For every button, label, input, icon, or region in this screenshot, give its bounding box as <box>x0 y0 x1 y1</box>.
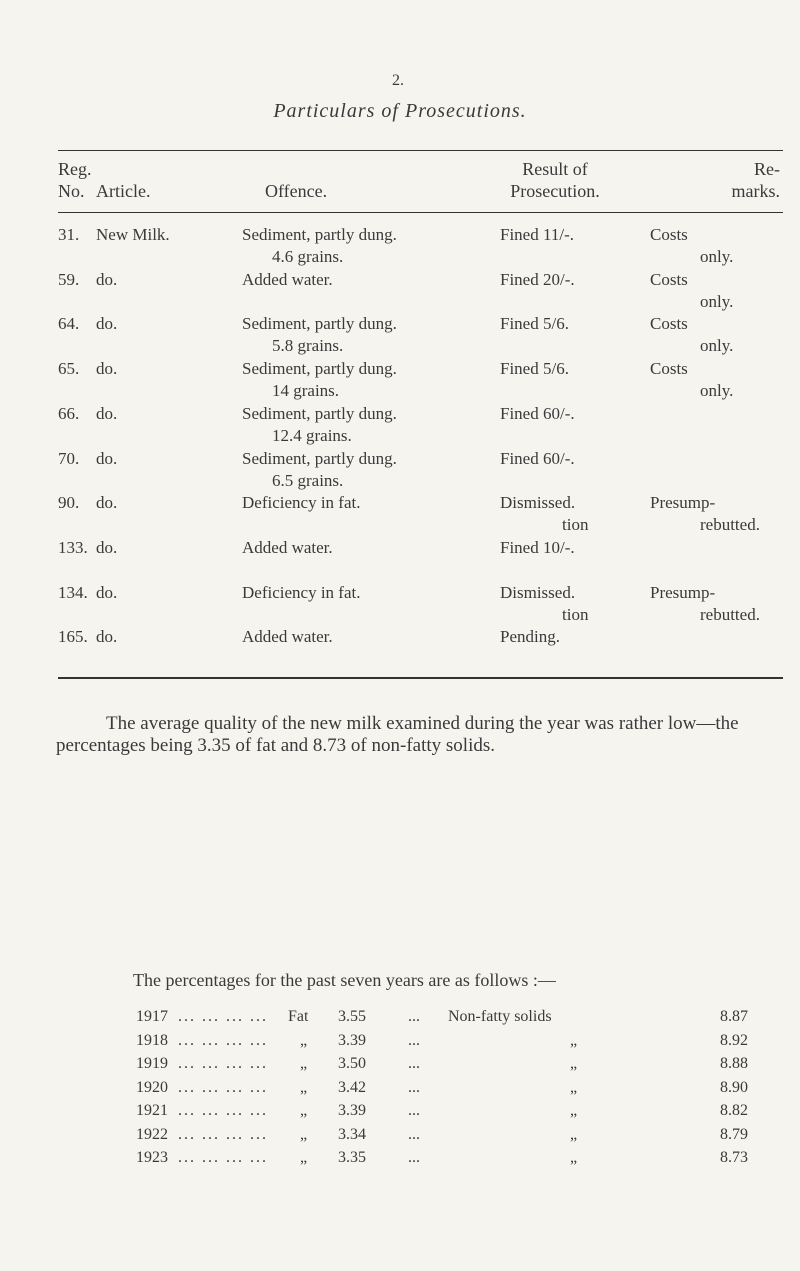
table-cell-no: 165. <box>58 627 88 647</box>
table-cell-article: do. <box>96 269 118 289</box>
table-cell-offence-2: 4.6 grains. <box>272 247 344 266</box>
table-cell-result-1: Dismissed. <box>500 493 576 513</box>
table-cell-offence-1: Added water. <box>242 537 333 557</box>
table-cell-article: do. <box>96 314 118 334</box>
header-article: Article. <box>96 181 151 201</box>
table-cell-remarks-1: Costs <box>650 314 688 334</box>
year-sep: ... <box>408 1031 420 1049</box>
table-cell-remarks-2: rebutted. <box>700 515 760 535</box>
table-cell-remarks-2: only. <box>700 291 734 311</box>
table-cell-result-1: Fined 60/-. <box>500 403 575 423</box>
table-cell-remarks-1: Presump- <box>650 582 716 602</box>
table-cell-offence-2: 6.5 grains. <box>272 470 344 490</box>
table-cell-remarks-1: Costs <box>650 269 688 289</box>
table-cell-remarks-1: Costs <box>650 359 688 379</box>
table-cell-result-1: Fined 20/-. <box>500 269 575 289</box>
table-cell-no: 59. <box>58 269 80 289</box>
table-cell-offence-2: 14 grains. <box>272 381 340 401</box>
year-fat: 3.42 <box>338 1078 366 1096</box>
table-cell-offence-1: Sediment, partly dung. <box>242 314 397 334</box>
year-nf-label: „ <box>570 1078 578 1096</box>
table-cell-result-1: Dismissed. <box>500 582 576 602</box>
year-fat-label: „ <box>300 1055 308 1072</box>
year-nf: 8.73 <box>720 1149 748 1166</box>
table-cell-no: 90. <box>58 493 80 513</box>
year-year: 1917 <box>136 1008 168 1025</box>
year-nf-label: „ <box>570 1055 578 1072</box>
table-cell-remarks-2: only. <box>700 247 734 266</box>
year-fat-label: „ <box>300 1149 308 1166</box>
year-year: 1923 <box>136 1149 168 1166</box>
table-cell-article: do. <box>96 582 118 602</box>
year-dots: ... ... ... ... <box>178 1102 268 1119</box>
table-cell-result-1: Fined 11/-. <box>500 225 574 244</box>
year-dots: ... ... ... ... <box>178 1055 268 1072</box>
table-cell-remarks-2: only. <box>700 336 734 356</box>
year-nf: 8.82 <box>720 1102 748 1119</box>
year-fat: 3.50 <box>338 1055 366 1072</box>
year-dots: ... ... ... ... <box>178 1031 268 1049</box>
table-cell-no: 66. <box>58 403 80 423</box>
year-nf: 8.92 <box>720 1031 748 1049</box>
year-fat-label: „ <box>300 1078 308 1096</box>
year-year: 1921 <box>136 1102 168 1119</box>
summary-paragraph: The average quality of the new milk examined during the year was rather low—the percentages being 3.35 of fat and 8.73 of non-fatty solids. <box>56 713 739 756</box>
table-cell-offence-1: Sediment, partly dung. <box>242 448 397 468</box>
table-cell-article: do. <box>96 537 118 557</box>
year-sep: ... <box>408 1149 420 1166</box>
header-result: Result of Prosecution. <box>510 159 600 201</box>
table-cell-result-1: Pending. <box>500 627 560 647</box>
year-nf-label: „ <box>570 1031 578 1049</box>
table-cell-remarks-2: only. <box>700 381 734 401</box>
year-nf-label: „ <box>570 1102 578 1119</box>
table-cell-article: do. <box>96 448 118 468</box>
table-cell-offence-1: Deficiency in fat. <box>242 493 361 513</box>
year-dots: ... ... ... ... <box>178 1149 268 1166</box>
table-header-rule <box>58 212 783 213</box>
page-number: 2. <box>392 72 404 89</box>
year-fat-label: „ <box>300 1102 308 1119</box>
table-cell-article: New Milk. <box>96 225 170 244</box>
table-cell-offence-1: Sediment, partly dung. <box>242 403 397 423</box>
table-cell-article: do. <box>96 403 118 423</box>
year-fat: 3.35 <box>338 1149 366 1166</box>
table-cell-result-1: Fined 60/-. <box>500 448 575 468</box>
table-cell-no: 31. <box>58 225 80 244</box>
header-offence: Offence. <box>265 181 328 201</box>
year-fat-label: „ <box>300 1125 308 1143</box>
year-nf: 8.87 <box>720 1008 748 1025</box>
table-cell-offence-2: 12.4 grains. <box>272 425 352 445</box>
year-sep: ... <box>408 1055 420 1072</box>
page-title: Particulars of Prosecutions. <box>273 100 527 122</box>
year-sep: ... <box>408 1008 420 1025</box>
table-cell-article: do. <box>96 359 118 379</box>
year-fat: 3.34 <box>338 1125 366 1143</box>
year-sep: ... <box>408 1102 420 1119</box>
year-nf: 8.79 <box>720 1125 748 1143</box>
table-cell-offence-1: Added water. <box>242 627 333 647</box>
table-cell-remarks-1: Presump- <box>650 493 716 513</box>
table-cell-no: 70. <box>58 448 80 468</box>
table-cell-offence-1: Sediment, partly dung. <box>242 225 397 244</box>
table-top-rule <box>58 150 783 151</box>
years-intro: The percentages for the past seven years are as follows :— <box>133 970 556 990</box>
year-dots: ... ... ... ... <box>178 1008 268 1025</box>
year-fat: 3.39 <box>338 1102 366 1119</box>
year-dots: ... ... ... ... <box>178 1078 268 1096</box>
year-nf: 8.90 <box>720 1078 748 1096</box>
year-nf-label: „ <box>570 1125 578 1143</box>
table-cell-remarks-2: rebutted. <box>700 604 760 624</box>
header-reg: Reg. No. <box>58 159 92 201</box>
table-cell-article: do. <box>96 627 118 647</box>
table-cell-no: 134. <box>58 582 88 602</box>
table-cell-result-2: tion <box>562 604 589 624</box>
year-nf-label: Non-fatty solids <box>448 1008 552 1025</box>
header-remarks: Re- marks. <box>731 159 780 201</box>
table-cell-offence-1: Added water. <box>242 269 333 289</box>
year-fat-label: „ <box>300 1031 308 1049</box>
table-cell-result-1: Fined 5/6. <box>500 314 569 334</box>
year-fat: 3.55 <box>338 1008 366 1025</box>
table-cell-remarks-1: Costs <box>650 225 688 244</box>
year-year: 1922 <box>136 1125 168 1143</box>
table-cell-no: 64. <box>58 314 80 334</box>
table-cell-no: 133. <box>58 537 88 557</box>
table-cell-result-2: tion <box>562 515 589 535</box>
table-cell-offence-1: Deficiency in fat. <box>242 582 361 602</box>
year-fat-label: Fat <box>288 1008 309 1025</box>
year-fat: 3.39 <box>338 1031 366 1049</box>
table-cell-no: 65. <box>58 359 80 379</box>
table-cell-article: do. <box>96 493 118 513</box>
table-bottom-rule <box>58 677 783 679</box>
year-sep: ... <box>408 1125 420 1143</box>
year-nf-label: „ <box>570 1149 578 1166</box>
year-nf: 8.88 <box>720 1055 748 1072</box>
table-cell-result-1: Fined 10/-. <box>500 537 575 557</box>
year-year: 1920 <box>136 1078 168 1096</box>
year-dots: ... ... ... ... <box>178 1125 268 1143</box>
year-sep: ... <box>408 1078 420 1096</box>
year-year: 1919 <box>136 1055 168 1072</box>
table-cell-offence-1: Sediment, partly dung. <box>242 359 397 379</box>
table-cell-result-1: Fined 5/6. <box>500 359 569 379</box>
year-year: 1918 <box>136 1031 168 1049</box>
table-cell-offence-2: 5.8 grains. <box>272 336 344 356</box>
